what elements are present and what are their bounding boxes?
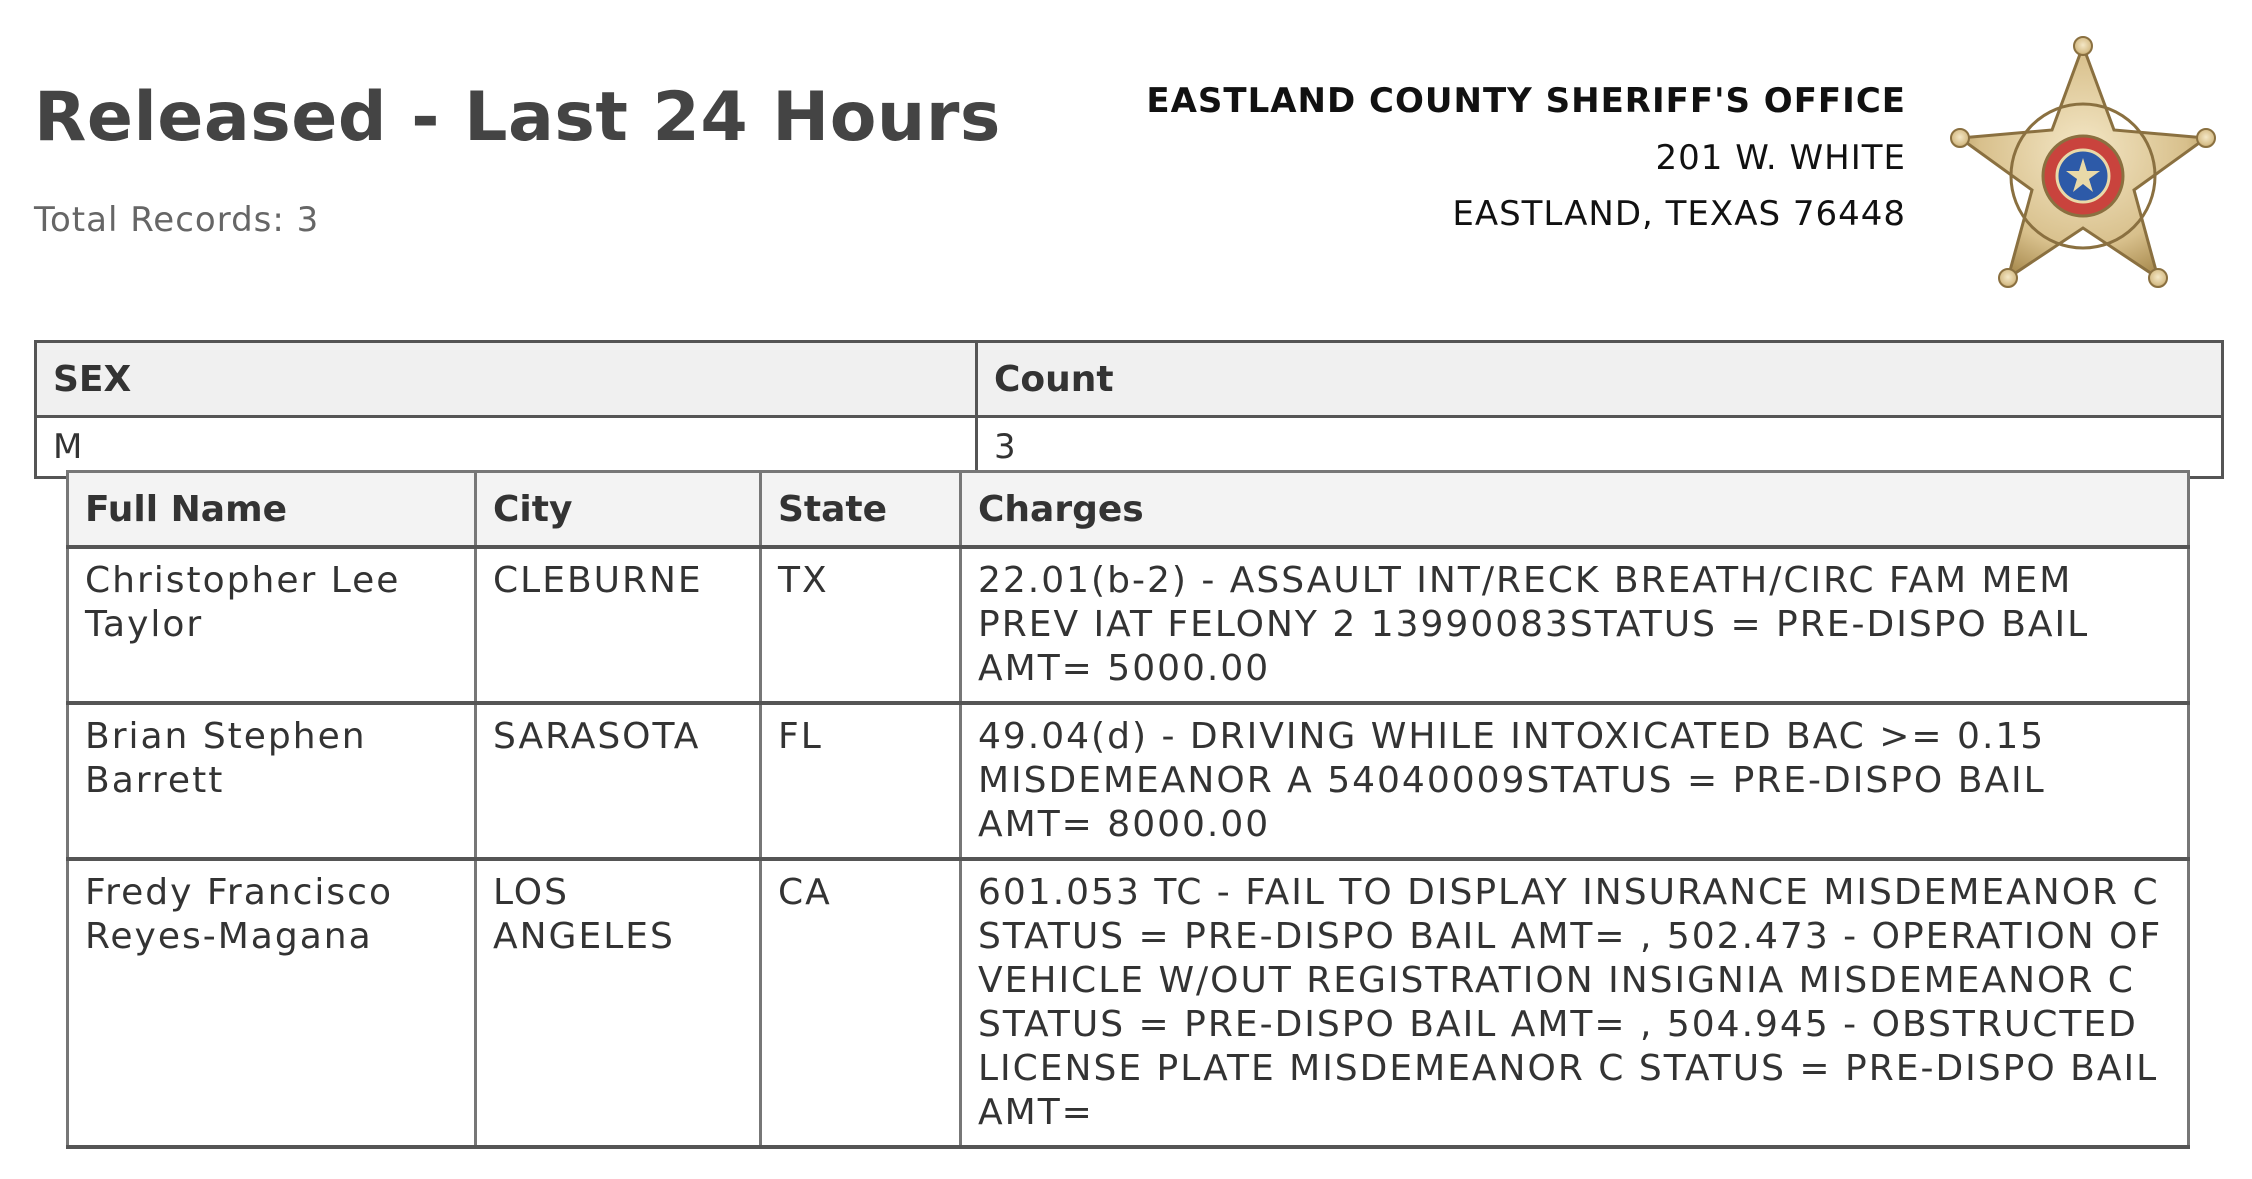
city-cell: SARASOTA — [476, 703, 761, 859]
sex-summary-table — [34, 340, 2224, 479]
table-row — [68, 703, 2189, 859]
releases-table — [66, 470, 2190, 1149]
agency-city-state-zip: EASTLAND, TEXAS 76448 — [1452, 194, 1906, 234]
city-cell: CLEBURNE — [476, 547, 761, 703]
agency-name: EASTLAND COUNTY SHERIFF'S OFFICE — [1146, 81, 1906, 121]
sex-cell: M — [36, 417, 977, 478]
full-name-cell: Fredy Francisco Reyes-Magana — [68, 859, 476, 1147]
summary-header-row — [36, 342, 2223, 417]
state-cell: TX — [761, 547, 961, 703]
city-cell: LOS ANGELES — [476, 859, 761, 1147]
releases-header-row — [68, 472, 2189, 548]
sheriff-star-badge-icon — [1938, 28, 2228, 308]
column-header-sex: SEX — [36, 342, 977, 417]
state-cell: CA — [761, 859, 961, 1147]
full-name-cell: Christopher Lee Taylor — [68, 547, 476, 703]
agency-info — [1106, 80, 1906, 234]
page-title: Released - Last 24 Hours — [34, 78, 1001, 157]
summary-row — [36, 417, 2223, 478]
column-header-state: State — [761, 472, 961, 548]
state-cell: FL — [761, 703, 961, 859]
charges-cell: 22.01(b-2) - ASSAULT INT/RECK BREATH/CIRC FAM MEM PREV IAT FELONY 2 13990083STATUS = PRE-DISPO BAIL AMT= 5000.00 — [961, 547, 2189, 703]
total-records: Total Records: 3 — [34, 200, 320, 240]
charges-cell: 601.053 TC - FAIL TO DISPLAY INSURANCE MISDEMEANOR C STATUS = PRE-DISPO BAIL AMT= , 502.473 - OPERATION OF VEHICLE W/OUT REGISTRATION INSIGNIA MISDEMEANOR C STATUS = PRE-DISPO BAIL AMT= , 504.945 - OBSTRUCTED LICENSE PLATE MISDEMEANOR C STATUS = PRE-DISPO BAIL AMT= — [961, 859, 2189, 1147]
table-row — [68, 547, 2189, 703]
charges-cell: 49.04(d) - DRIVING WHILE INTOXICATED BAC >= 0.15 MISDEMEANOR A 54040009STATUS = PRE-DISPO BAIL AMT= 8000.00 — [961, 703, 2189, 859]
column-header-city: City — [476, 472, 761, 548]
column-header-charges: Charges — [961, 472, 2189, 548]
count-cell: 3 — [977, 417, 2223, 478]
table-row — [68, 859, 2189, 1147]
column-header-count: Count — [977, 342, 2223, 417]
column-header-full-name: Full Name — [68, 472, 476, 548]
full-name-cell: Brian Stephen Barrett — [68, 703, 476, 859]
agency-address: 201 W. WHITE — [1655, 138, 1906, 178]
